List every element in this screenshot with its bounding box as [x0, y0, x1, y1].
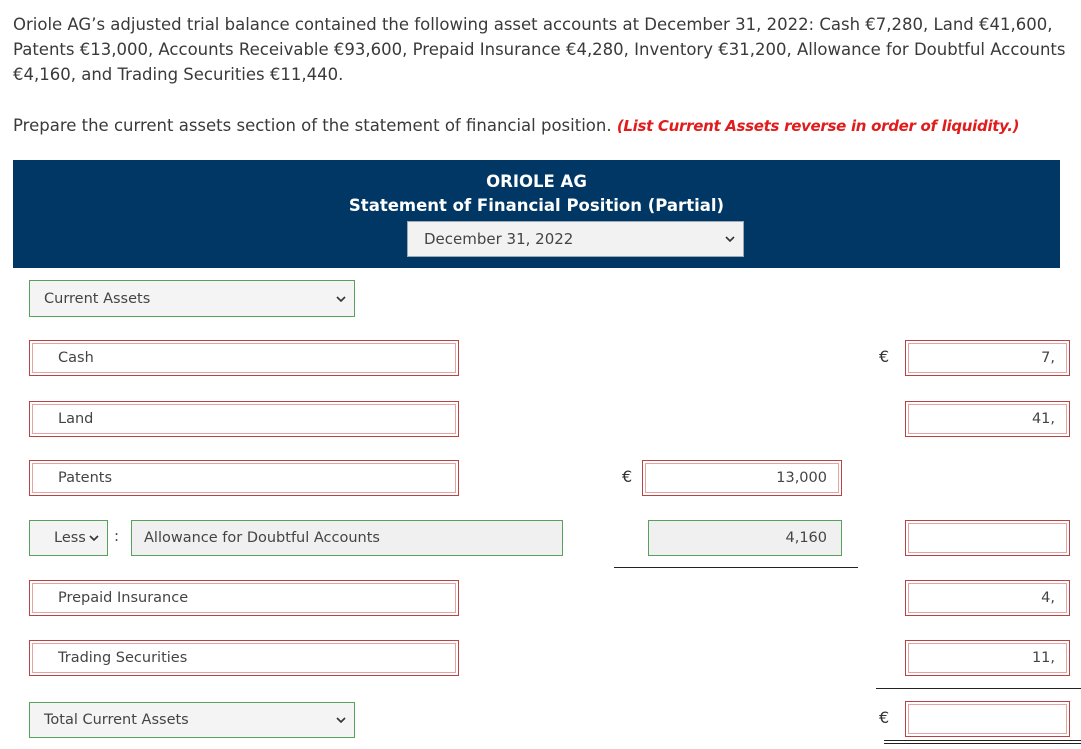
patents-amount-value: 13,000: [776, 470, 827, 486]
cash-amount-input[interactable]: [905, 340, 1070, 376]
prepaid-account-input[interactable]: [29, 580, 459, 616]
instruction-text: [13, 113, 1068, 139]
less-dropdown[interactable]: [29, 520, 108, 556]
prepaid-amount-input[interactable]: [905, 580, 1070, 616]
trading-label: Trading Securities: [58, 650, 188, 666]
statement-title: Statement of Financial Position (Partial): [348, 196, 725, 215]
land-label: Land: [58, 411, 94, 427]
instruction-main: Prepare the current assets section of the statement of financial position.: [13, 116, 612, 135]
date-dropdown-value: December 31, 2022: [424, 230, 574, 248]
chevron-down-icon: [336, 717, 346, 723]
chevron-down-icon: [336, 296, 346, 302]
land-account-input[interactable]: [29, 401, 459, 437]
allowance-label: Allowance for Doubtful Accounts: [144, 530, 380, 546]
trading-amount-input[interactable]: [905, 640, 1070, 676]
section-dropdown-value: Current Assets: [44, 290, 151, 307]
land-amount-input[interactable]: [905, 401, 1070, 437]
allowance-amount-field: [648, 520, 842, 556]
statement-header: [13, 160, 1060, 268]
trading-amount-value: 11,: [1031, 650, 1055, 666]
allowance-amount-value: 4,160: [785, 530, 827, 546]
colon-separator: :: [114, 527, 120, 545]
company-name: ORIOLE AG: [486, 172, 587, 191]
problem-text: Oriole AG’s adjusted trial balance contained the following asset accounts at December 31, 2022: Cash €7,280, Land €41,600, Patents €13,000, Accounts Receivable €93,600, Prepaid Insurance €4,280, Inventory €31,200, Allowance for Doubtful Accounts €4,160, and Trading Securities €11,440.: [13, 15, 1066, 84]
patents-amount-input[interactable]: [642, 460, 842, 496]
chevron-down-icon: [89, 535, 99, 541]
less-dropdown-value: Less: [54, 530, 86, 546]
euro-symbol: €: [622, 467, 633, 486]
euro-symbol: €: [879, 347, 890, 366]
cash-amount-value: 7,: [1041, 350, 1055, 366]
subtotal-rule: [614, 567, 858, 568]
chevron-down-icon: [725, 236, 735, 242]
total-amount-input[interactable]: [905, 701, 1070, 737]
cash-label: Cash: [58, 350, 94, 366]
allowance-account-field: [131, 520, 563, 556]
date-dropdown[interactable]: [407, 221, 744, 257]
double-rule-bottom: [884, 743, 1081, 744]
instruction-note: (List Current Assets reverse in order of liquidity.): [616, 117, 1020, 135]
land-amount-value: 41,: [1031, 411, 1055, 427]
total-dropdown[interactable]: [29, 702, 355, 738]
total-dropdown-value: Total Current Assets: [44, 712, 189, 728]
patents-account-input[interactable]: [29, 460, 459, 496]
allowance-net-amount-input[interactable]: [905, 520, 1070, 556]
section-dropdown[interactable]: [29, 280, 355, 317]
total-rule: [876, 688, 1081, 689]
trading-account-input[interactable]: [29, 640, 459, 676]
patents-label: Patents: [58, 470, 113, 486]
double-rule-top: [884, 740, 1081, 741]
prepaid-amount-value: 4,: [1041, 590, 1055, 606]
prepaid-label: Prepaid Insurance: [58, 590, 189, 606]
euro-symbol: €: [879, 708, 890, 727]
cash-account-input[interactable]: [29, 340, 459, 376]
